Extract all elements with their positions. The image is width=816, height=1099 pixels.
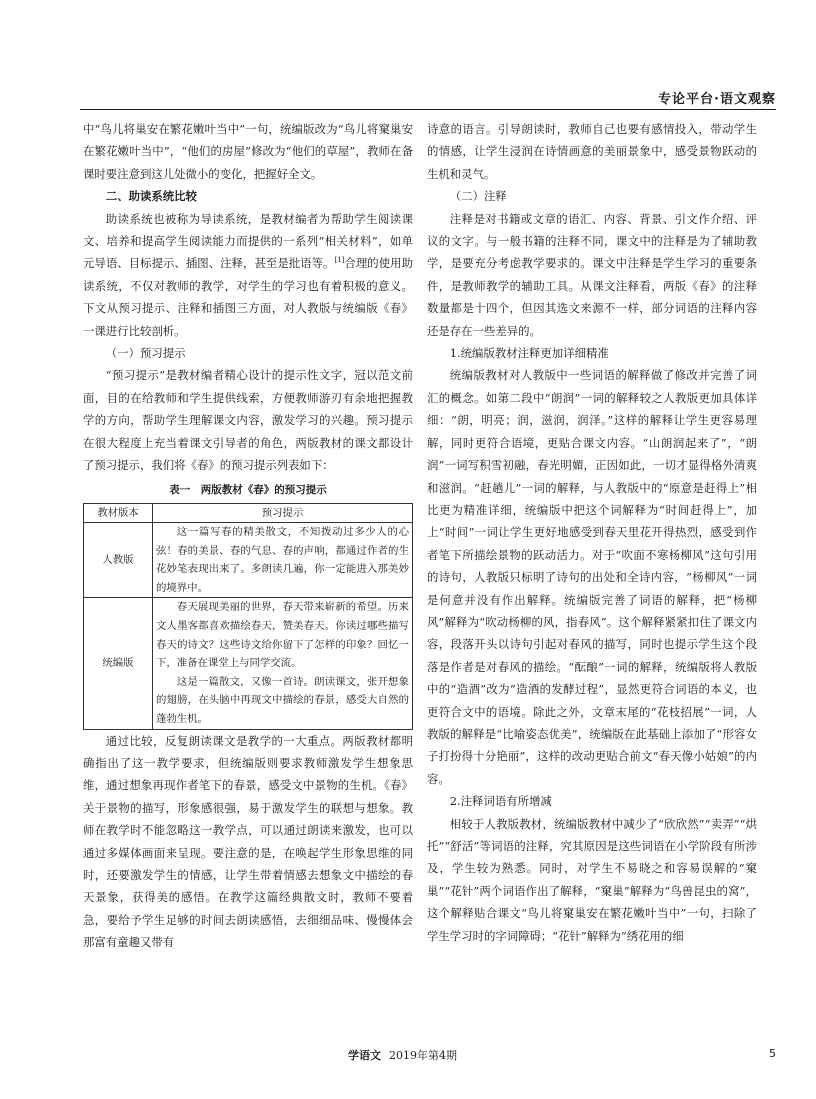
table-header-cell: 预习提示 [153,503,413,523]
paragraph: 通过比较，反复朗读课文是教学的一大重点。两版教材都明确指出了这一教学要求，但统编版则要求教师激发学生想象思维，通过想象再现作者笔下的春景，感受文中景物的生机。《春》关于景物的描写，形象感很强，易于激发学生的联想与想象。教师在教学时不能忽略这一教学点，可以通过朗读来激发，也可以通过多媒体画面来呈现。要注意的是，在唤起学生形象思维的同时，还要激发学生的情感，让学生带着情感去想象文中描绘的春天景象，获得美的感悟。在教学这篇经典散文时，教师不要着急，要给予学生足够的时间去朗读感悟，去细细品味、慢慢体会那富有童趣又带有 [83,733,413,950]
edition-cell: 统编版 [84,598,153,729]
table-row [84,523,413,598]
header-rule [80,109,776,110]
footer-journal [348,1047,457,1063]
hint-text: 春天展现美丽的世界，春天带来崭新的希望。历来文人墨客都喜欢描绘春天，赞美春天。你读过哪些描写春天的诗文？这些诗文给你留下了怎样的印象？回忆一下，准备在课堂上与同学交流。 [156,601,409,670]
paragraph: 统编版教材对人教版中一些词语的解释做了修改并完善了词汇的概念。如第二段中“朗润”一词的解释较之人教版更加具体详细：“朗，明亮；润，滋润，润泽。”这样的解释让学生更容易理解，同时更符合语境，更贴合课文内容。“山朗润起来了”，“朗润”一词写积雪初融，春光明媚，正因如此，一切才显得格外清爽和滋润。“赶趟儿”一词的解释，与人教版中的“原意是赶得上”相比更为精准详细，统编版中把这个词解释为“时间赶得上”，加上“时间”一词让学生更好地感受到春天里花开得热烈，感受到作者笔下所描绘景物的跃动活力。对于“吹面不寒杨柳风”这句引用的诗句，人教版只标明了诗句的出处和全诗内容，“杨柳风”一词是何意并没有作出解释。统编版完善了词语的解释，把“杨柳风”解释为“吹动杨柳的风，指春风”。这个解释紧紧扣住了课文内容，段落开头以诗句引起对春风的描写，同时也提示学生这个段落是作者是对春风的描绘。“酝酿”一词的解释，统编版将人教版中的“造酒”改为“造酒的发酵过程”，显然更符合词语的本义，也更符合文中的语境。除此之外，文章末尾的“花枝招展”一词，人教版的解释是“比喻姿态优美”，统编版在此基础上添加了“形容女子打扮得十分艳丽”，这样的改动更贴合前文“春天像小姑娘”的内容。 [427,368,757,786]
preview-hints-table [83,503,413,730]
paragraph: 助读系统也被称为导读系统，是教材编者为帮助学生阅读课文、培养和提高学生阅读能力而提供的一系列“相关材料”，如单元导语、目标提示、插图、注释，甚至是批语等。[1]合理的使用助读系统，不仅对教师的教学，对学生的学习也有着积极的意义。下文从预习提示、注释和插图三方面，对人教版与统编版《春》一课进行比较剖析。 [83,211,413,338]
paragraph: 相较于人教版教材，统编版教材中减少了“欣欣然”“卖弄”“烘托”“舒活”等词语的注释，究其原因是这些词语在小学阶段有所涉及，学生较为熟悉。同时，对学生不易晓之和容易误解的“窠巢”“花针”两个词语作出了解释，“窠巢”解释为“鸟兽昆虫的窝”，这个解释贴合课文“鸟儿将窠巢安在繁花嫩叶当中”一句，扫除了学生学习时的字词障碍；“花针”解释为“绣花用的细 [427,816,757,943]
paragraph: 注释是对书籍或文章的语汇、内容、背景、引文作介绍、评议的文字。与一般书籍的注释不同，课文中的注释是为了辅助教学，是要充分考虑教学要求的。课文中注释是学生学习的重要条件，是教师教学的辅助工具。从课文注释看，两版《春》的注释数量都是十四个，但因其选文来源不一样，部分词语的注释内容还是存在一些差异的。 [427,211,757,338]
subsection-heading: 1.统编版教材注释更加详细精准 [449,346,609,361]
paragraph: “预习提示”是教材编者精心设计的提示性文字，冠以范文前面，目的在给教师和学生提供线索，方便教师游刃有余地把握教学的方向，帮助学生理解课文内容，激发学习的兴趣。预习提示在很大程度上充当着课文引导者的角色，两版教材的课文都设计了预习提示，我们将《春》的预习提示列表如下： [83,368,413,473]
edition-cell: 人教版 [84,523,153,598]
table-caption: 表一 两版教材《春》的预习提示 [169,483,327,496]
running-header: 专论平台·语文观察 [658,92,776,107]
hint-text: 这一篇写春的精美散文，不知拨动过多少人的心弦！春的美景、春的气息、春的声响，都通过作者的生花妙笔表现出来了。多朗读几遍，你一定能进入那美妙的境界中。 [156,526,409,594]
issue-label: 2019年第4期 [389,1049,457,1062]
page-number: 5 [769,1047,776,1060]
paragraph: 诗意的语言。引导朗读时，教师自己也要有感情投入，带动学生的情感，让学生浸润在诗情画意的美丽景象中，感受景物跃动的生机和灵气。 [427,122,757,181]
hint-cell [153,523,413,598]
paragraph: 中“鸟儿将巢安在繁花嫩叶当中”一句，统编版改为“鸟儿将窠巢安在繁花嫩叶当中”，“他们的房屋”修改为“他们的草屋”，教师在备课时要注意到这儿处微小的变化，把握好全文。 [83,122,413,181]
subsection-heading: （一）预习提示 [105,346,186,361]
table-row [84,598,413,729]
right-column [427,118,757,947]
hint-cell [153,598,413,729]
subsection-heading: 2.注释词语有所增减 [449,794,552,809]
section-heading: 二、助读系统比较 [105,189,197,204]
left-column [83,118,413,954]
table-header-row [84,503,413,523]
hint-text: 这是一篇散文，又像一首诗。朗读课文，张开想象的翅膀，在头脑中再现文中描绘的春景，感受大自然的蓬勃生机。 [156,675,409,726]
subsection-heading: （二）注释 [449,189,507,204]
journal-name: 学语文 [348,1049,381,1062]
citation-ref: [1] [334,256,345,265]
table-header-cell: 教材版本 [84,503,153,523]
